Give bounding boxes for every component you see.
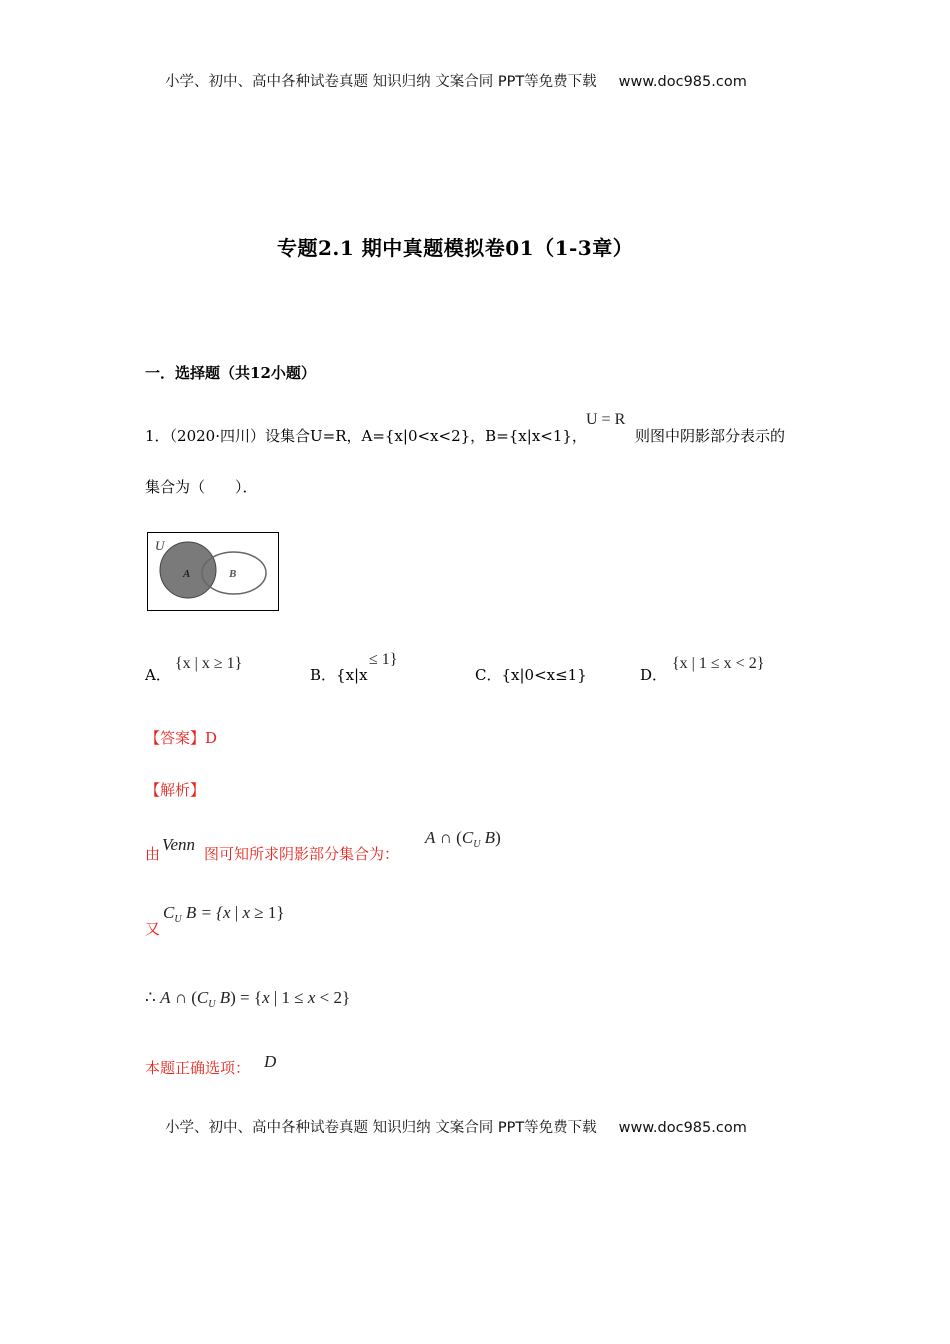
- option-a-formula: {x | x ≥ 1}: [175, 655, 243, 672]
- solution-venn-word: Venn: [162, 835, 196, 854]
- header-text: 小学、初中、高中各种试卷真题 知识归纳 文案合同 PPT等免费下载: [165, 74, 597, 90]
- formula-3: ∴ A ∩ ($C_U$ B) = {x | 1 ≤ x < 2}: [145, 988, 351, 1010]
- question-1-formula: U = R: [586, 411, 626, 428]
- question-1-line2: 集合为（ ）．: [145, 478, 258, 496]
- page-footer: [165, 1116, 747, 1137]
- answer-label: 【答案】: [145, 729, 206, 747]
- question-1-text: 1．（2020·四川）设集合U=R，A={x|0<x<2}，B={x|x<1}，: [145, 427, 587, 445]
- answer-line: [145, 727, 217, 748]
- venn-label-b: B: [229, 568, 237, 580]
- solution-line4: 本题正确选项：: [145, 1059, 251, 1077]
- footer-site-link[interactable]: www.doc985.com: [618, 1120, 747, 1136]
- option-d-label[interactable]: D．: [640, 666, 668, 684]
- analysis-label: 【解析】: [145, 781, 206, 799]
- venn-diagram: [147, 532, 279, 611]
- venn-label-u: U: [155, 538, 165, 553]
- solution-line1-a: 由: [145, 845, 161, 863]
- footer-text: 小学、初中、高中各种试卷真题 知识归纳 文案合同 PPT等免费下载: [165, 1120, 597, 1136]
- header-site-link[interactable]: www.doc985.com: [618, 74, 747, 90]
- solution-line1-b: 图可知所求阴影部分集合为：: [204, 845, 400, 863]
- question-1-suffix: 则图中阴影部分表示的: [635, 427, 786, 445]
- venn-label-a: A: [183, 568, 191, 580]
- answer-value: D: [205, 729, 218, 747]
- page-title: 专题2.1 期中真题模拟卷01（1-3章）: [277, 236, 634, 260]
- page-header: [165, 70, 747, 91]
- option-b-label[interactable]: B．{x|x: [310, 666, 368, 684]
- formula-2: $C_U$ B = {x | x ≥ 1}: [163, 903, 285, 925]
- option-b-formula: ≤ 1}: [369, 651, 398, 668]
- solution-final: D: [264, 1052, 277, 1071]
- section-heading: 一．选择题（共12小题）: [145, 364, 316, 382]
- option-a-label[interactable]: A．: [145, 666, 171, 684]
- formula-1: A ∩ ($C_U$ B): [425, 828, 501, 850]
- option-d-formula: {x | 1 ≤ x < 2}: [672, 655, 765, 672]
- option-c-label[interactable]: C．{x|0<x≤1}: [475, 666, 587, 684]
- solution-line2-prefix: 又: [145, 920, 161, 938]
